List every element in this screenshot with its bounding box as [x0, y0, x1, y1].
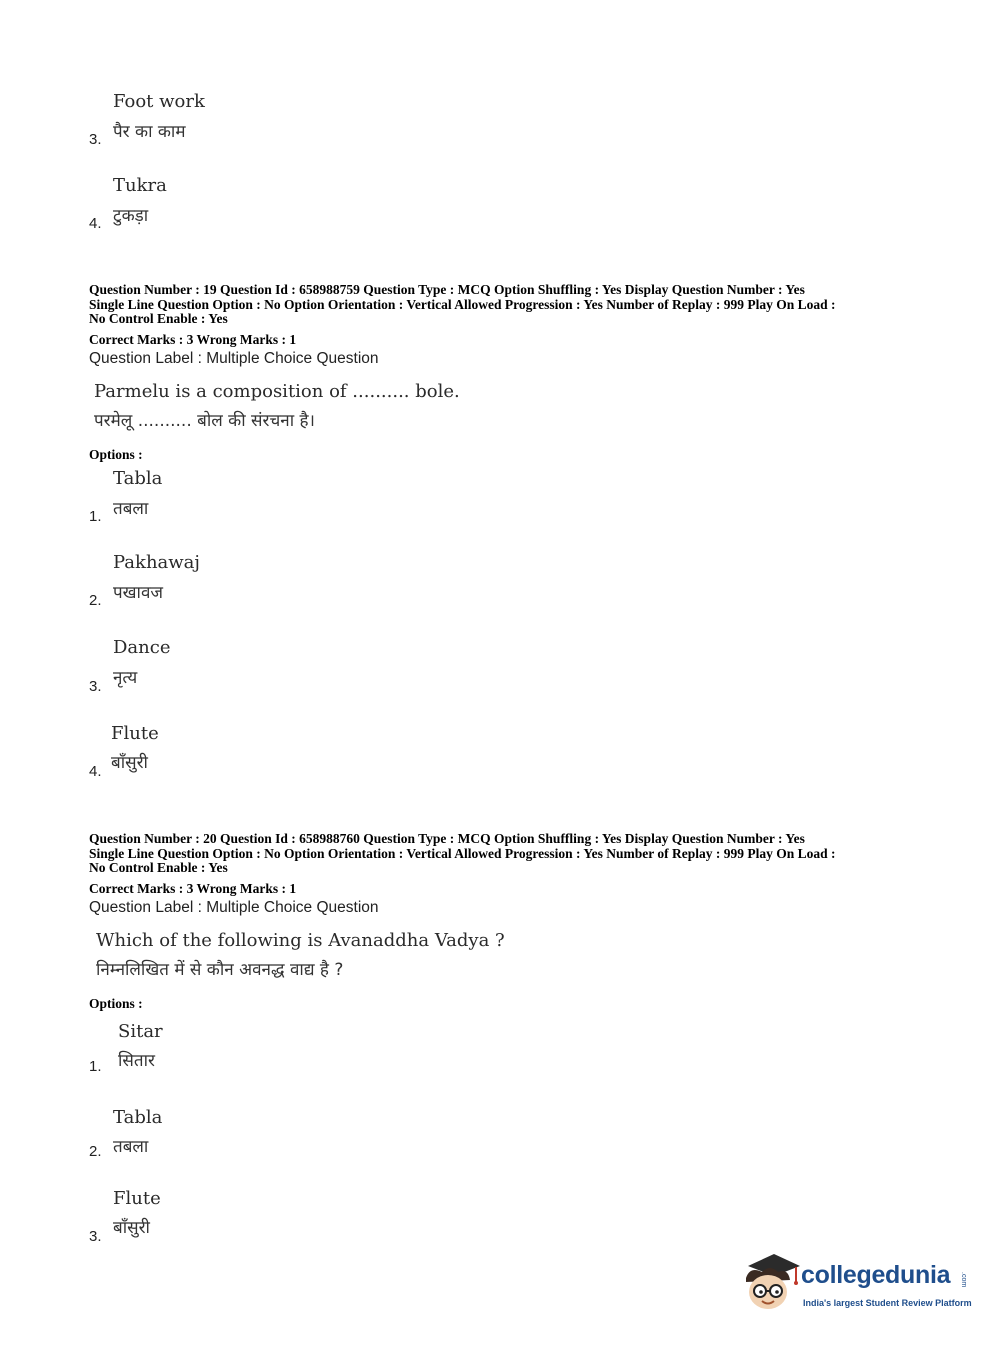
logo-wordmark: collegedunia — [801, 1261, 951, 1289]
question-label: Question Label : Multiple Choice Question — [89, 350, 379, 367]
question-text-en: Parmelu is a composition of .......... bole. — [94, 381, 460, 402]
option-text-en: Flute — [111, 723, 159, 744]
options-heading: Options : — [89, 996, 143, 1011]
question-meta-line-3: No Control Enable : Yes — [89, 860, 228, 875]
question-marks: Correct Marks : 3 Wrong Marks : 1 — [89, 881, 297, 896]
options-heading: Options : — [89, 447, 143, 462]
option-number: 1. — [89, 1058, 102, 1075]
option-text-en: Flute — [113, 1188, 161, 1209]
option-number: 4. — [89, 763, 102, 780]
question-label: Question Label : Multiple Choice Question — [89, 899, 379, 916]
option-text-en: Foot work — [113, 91, 205, 112]
question-meta-line-1: Question Number : 19 Question Id : 658988759 Question Type : MCQ Option Shuffling : Yes Display Question Number : Yes — [89, 282, 805, 297]
option-text-hi: तबला — [113, 1137, 149, 1157]
option-text-en: Sitar — [118, 1021, 163, 1042]
option-text-en: Pakhawaj — [113, 552, 200, 573]
question-text-hi: निम्नलिखित में से कौन अवनद्ध वाद्य है ? — [96, 960, 344, 980]
mascot-icon — [740, 1248, 800, 1318]
question-meta-line-1: Question Number : 20 Question Id : 658988760 Question Type : MCQ Option Shuffling : Yes Display Question Number : Yes — [89, 831, 805, 846]
logo-domain: .com — [960, 1272, 967, 1288]
question-meta-line-2: Single Line Question Option : No Option Orientation : Vertical Allowed Progression : Yes Number of Replay : 999 Play On Load : — [89, 296, 836, 312]
option-number: 3. — [89, 131, 102, 148]
option-number: 2. — [89, 1143, 102, 1160]
option-number: 3. — [89, 678, 102, 695]
question-marks: Correct Marks : 3 Wrong Marks : 1 — [89, 332, 297, 347]
option-text-hi: बाँसुरी — [111, 753, 148, 773]
option-text-en: Tabla — [113, 468, 163, 489]
option-number: 2. — [89, 592, 102, 609]
option-text-hi: पैर का काम — [113, 122, 186, 142]
option-text-hi: नृत्य — [113, 668, 138, 688]
option-text-hi: पखावज — [113, 583, 164, 603]
option-text-en: Tabla — [113, 1107, 163, 1128]
logo-tagline: India's largest Student Review Platform — [803, 1298, 972, 1308]
option-number: 1. — [89, 508, 102, 525]
question-text-hi: परमेलू .......... बोल की संरचना है। — [94, 411, 316, 431]
collegedunia-logo[interactable] — [740, 1248, 980, 1318]
option-text-hi: तबला — [113, 499, 149, 519]
option-number: 4. — [89, 215, 102, 232]
option-text-hi: टुकड़ा — [113, 206, 149, 226]
question-meta-line-3: No Control Enable : Yes — [89, 311, 228, 326]
option-number: 3. — [89, 1228, 102, 1245]
question-text-en: Which of the following is Avanaddha Vadya ? — [96, 930, 505, 951]
option-text-en: Tukra — [113, 175, 167, 196]
option-text-hi: सितार — [118, 1051, 155, 1071]
question-meta-line-2: Single Line Question Option : No Option Orientation : Vertical Allowed Progression : Yes Number of Replay : 999 Play On Load : — [89, 845, 836, 861]
option-text-hi: बाँसुरी — [113, 1218, 150, 1238]
option-text-en: Dance — [113, 637, 171, 658]
